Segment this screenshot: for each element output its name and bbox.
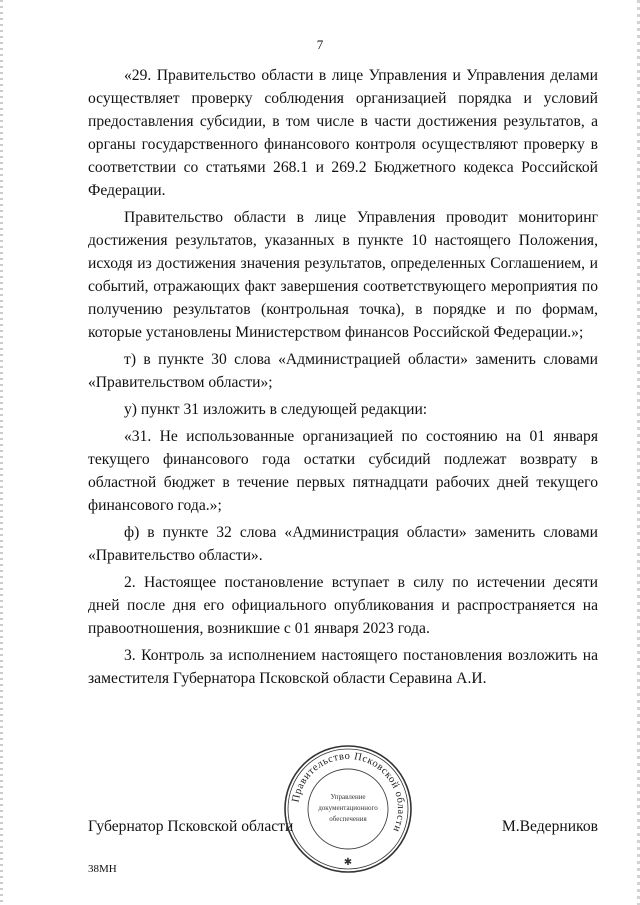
page-number: 7 bbox=[316, 37, 324, 52]
stamp-star-icon: ✱ bbox=[343, 857, 353, 868]
official-seal-stamp bbox=[282, 743, 414, 875]
document-code: 38МН bbox=[88, 863, 117, 875]
stamp-center-line: документационного bbox=[318, 804, 378, 812]
stamp-center-line: Управление bbox=[330, 793, 366, 801]
paragraph-control: 3. Контроль за исполнением настоящего постановления возложить на заместителя Губернатора Псковской области Серавина А.И. bbox=[88, 647, 598, 687]
stamp-ring-text: Правительство Псковской области bbox=[290, 750, 407, 834]
signatory-name: М.Ведерников bbox=[501, 818, 598, 835]
paragraph-item-31: «31. Не использованные организацией по состоянию на 01 января текущего финансового года остатки субсидий подлежат возврату в областной бюджет в течение первых пятнадцати рабочих дней текущего финансового года.»; bbox=[88, 428, 598, 514]
paragraph-amend-f: ф) в пункте 32 слова «Администрация области» заменить словами «Правительство области». bbox=[88, 524, 598, 564]
signatory-position: Губернатор Псковской области bbox=[88, 818, 294, 835]
stamp-center-line: обеспечения bbox=[329, 815, 367, 823]
paragraph-monitoring: Правительство области в лице Управления проводит мониторинг достижения результатов, указанных в пункте 10 настоящего Положения, исходя из достижения значения результатов, определенных Соглашением, и событий, отражающих факт завершения соответствующего мероприятия по получению результатов (контрольная точка), в порядке и по формам, которые установлены Министерством финансов Российской Федерации.»; bbox=[88, 209, 598, 341]
paragraph-item-29: «29. Правительство области в лице Управления и Управления делами осуществляет проверку соблюдения организацией порядка и условий предоставления субсидии, в том числе в части достижения результатов, а органы государственного финансового контроля осуществляют проверку в соответствии со статьями 268.1 и 269.2 Бюджетного кодекса Российской Федерации. bbox=[88, 67, 598, 199]
scan-edge-left bbox=[0, 0, 3, 905]
paragraph-amend-u: у) пункт 31 изложить в следующей редакции: bbox=[124, 401, 428, 418]
paragraph-effective-date: 2. Настоящее постановление вступает в силу по истечении десяти дней после дня его официального опубликования и распространяется на правоотношения, возникшие с 01 января 2023 года. bbox=[88, 574, 598, 637]
document-body bbox=[88, 64, 598, 694]
paragraph-amend-t: т) в пункте 30 слова «Администрацией области» заменить словами «Правительством области»; bbox=[88, 351, 598, 391]
